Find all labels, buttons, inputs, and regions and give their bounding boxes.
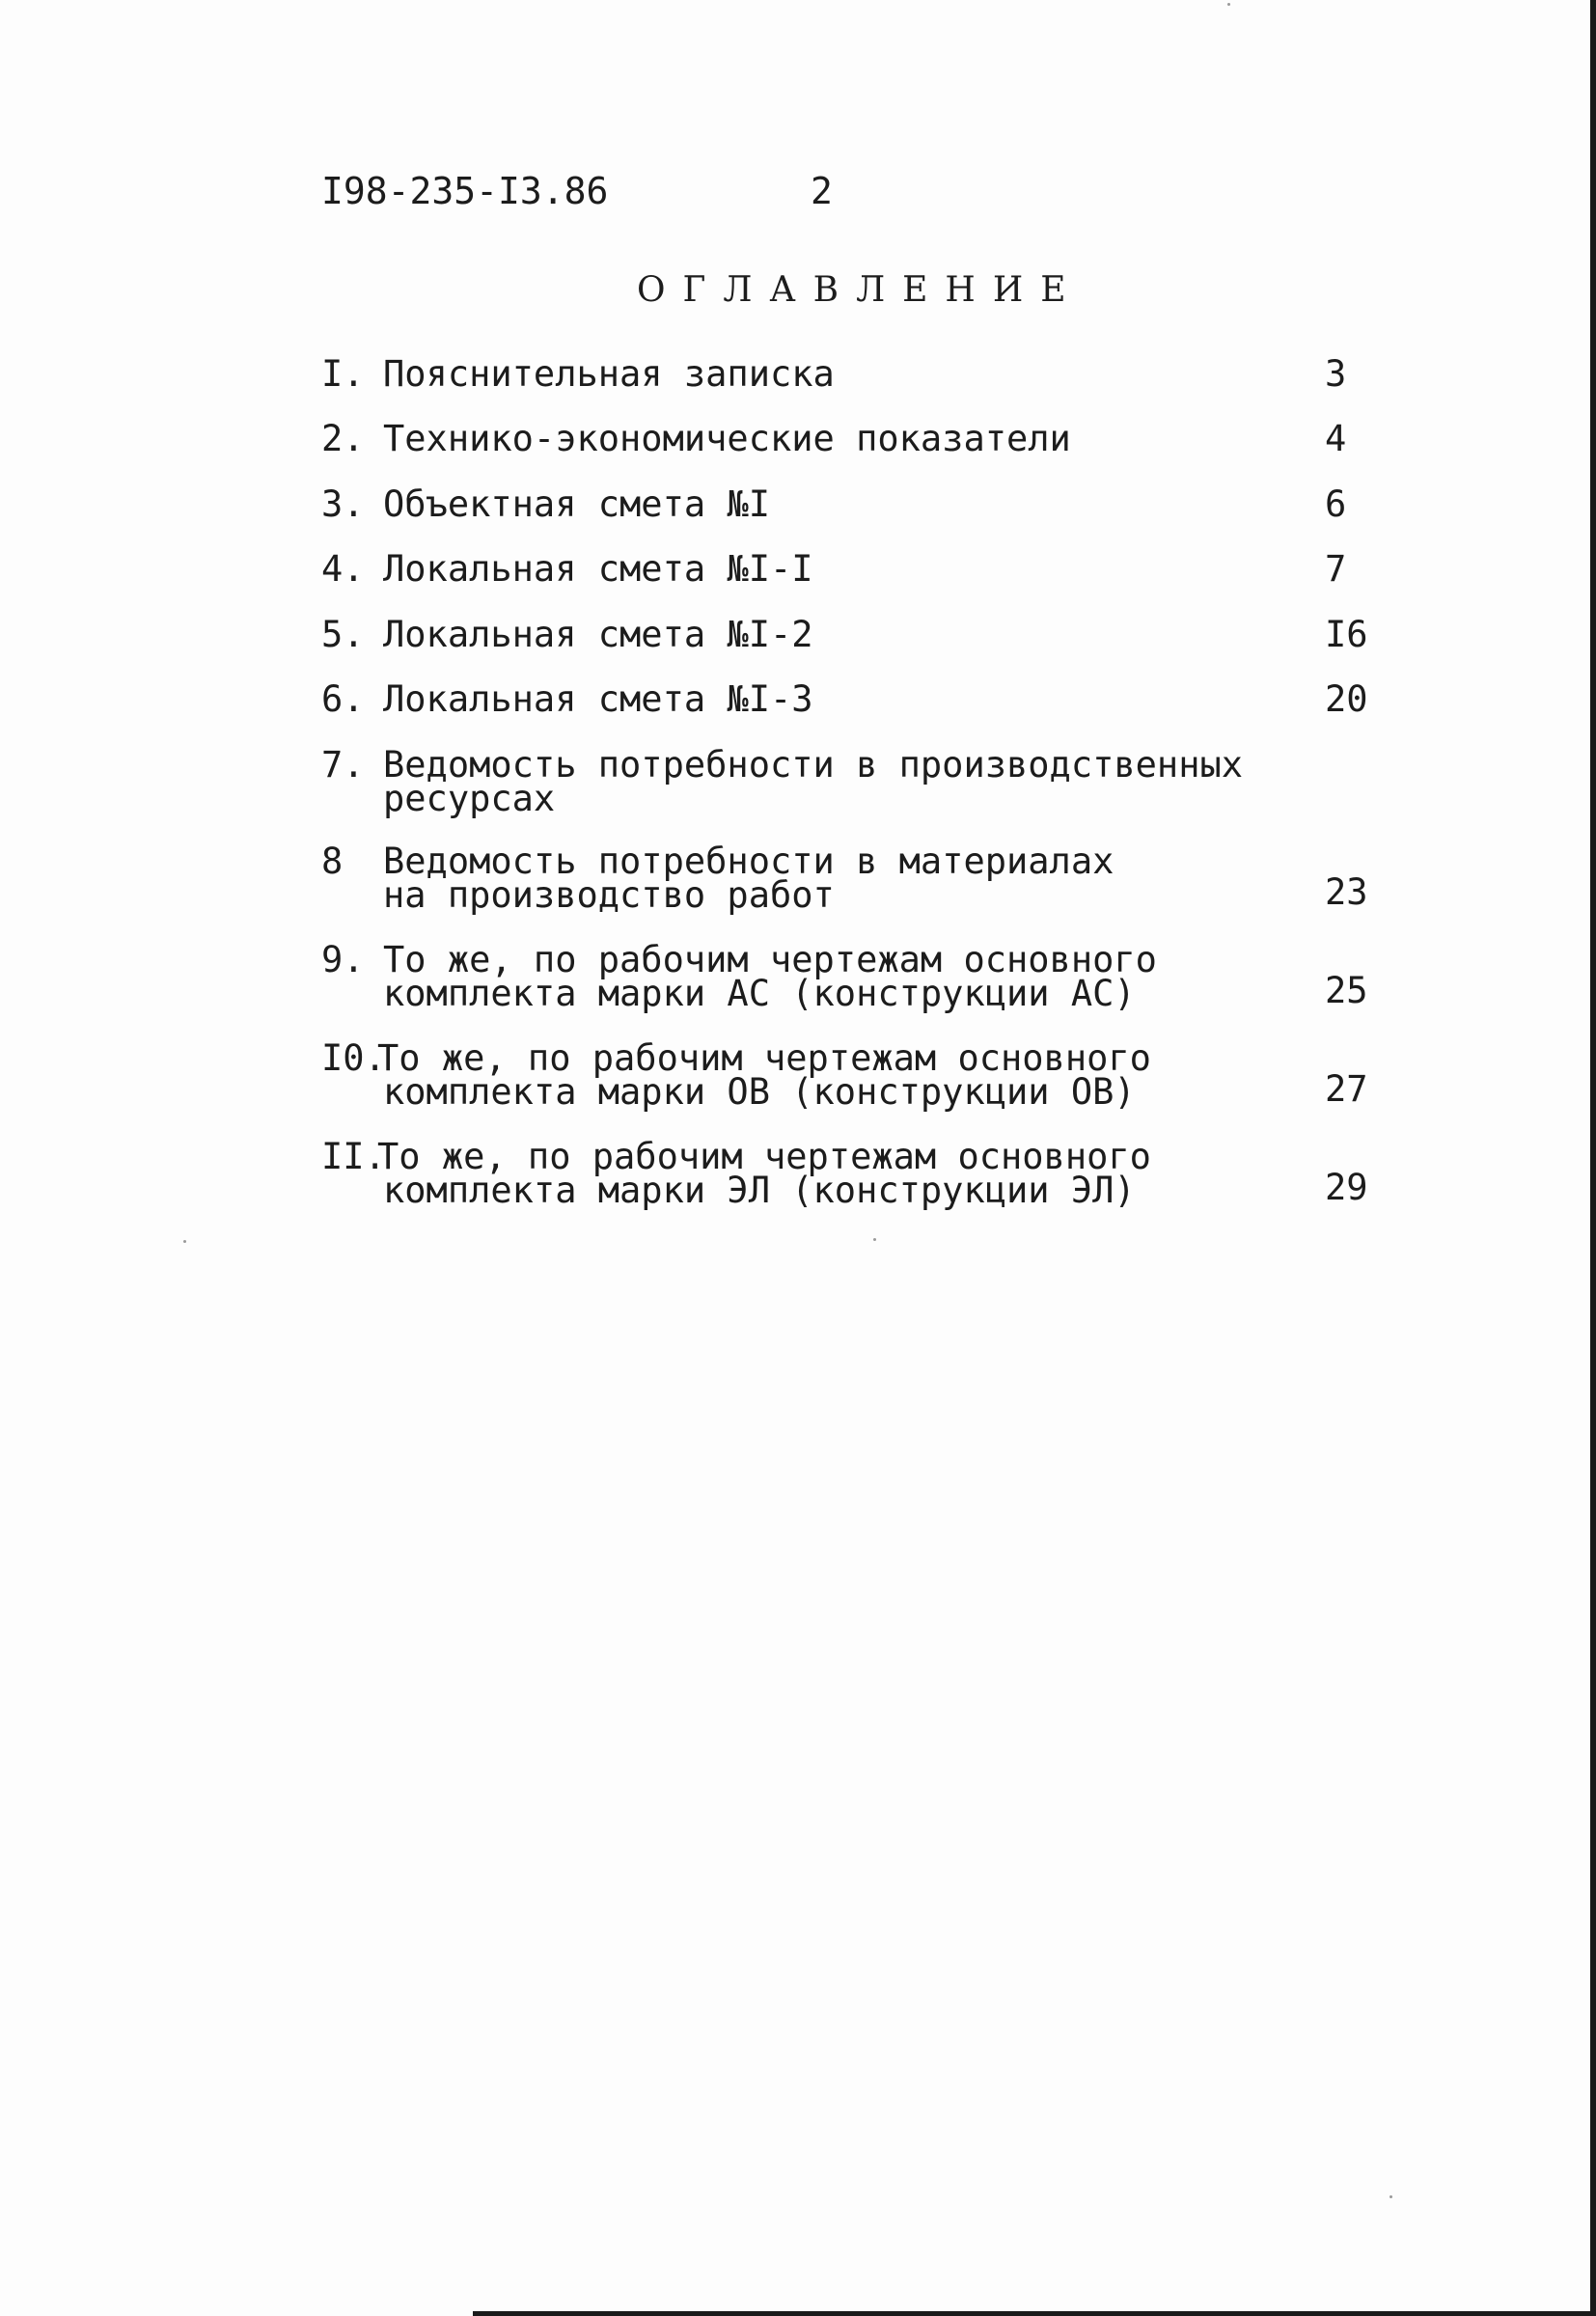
toc-entry-text: Объектная смета №I <box>383 483 770 525</box>
scan-edge-right <box>1590 0 1596 2316</box>
scan-speck <box>873 1238 876 1241</box>
scan-edge-bottom <box>473 2311 1596 2316</box>
document-code: I98-235-I3.86 <box>321 170 609 212</box>
scan-speck <box>1227 3 1230 6</box>
toc-entry-number: 9. <box>321 939 365 980</box>
toc-entry-page: 4 <box>1325 418 1347 459</box>
toc-entry-page: I6 <box>1325 614 1368 655</box>
toc-entry-number: II. <box>321 1136 386 1177</box>
toc-entry-text: То же, по рабочим чертежам основного комплекта марки ОВ (конструкции ОВ) <box>377 1037 1151 1113</box>
toc-entry-number: I0. <box>321 1037 386 1079</box>
toc-entry-page: 7 <box>1325 548 1347 590</box>
toc-entry-text: Пояснительная записка <box>383 353 835 395</box>
toc-entry-page: 3 <box>1325 353 1347 395</box>
scan-speck <box>1390 2195 1392 2198</box>
toc-entry-number: 7. <box>321 744 365 786</box>
toc-entry-page: 6 <box>1325 483 1347 525</box>
toc-entry-number: 6. <box>321 678 365 720</box>
toc-entry-number: I. <box>321 353 365 395</box>
toc-entry-page: 20 <box>1325 678 1368 720</box>
page-number: 2 <box>811 170 833 212</box>
toc-entry-page: 27 <box>1325 1068 1368 1110</box>
toc-entry-page: 29 <box>1325 1167 1368 1208</box>
toc-entry-text: То же, по рабочим чертежам основного комплекта марки ЭЛ (конструкции ЭЛ) <box>377 1136 1151 1211</box>
toc-entry-text: Технико-экономические показатели <box>383 418 1071 459</box>
toc-entry-text: Локальная смета №I-3 <box>383 678 813 720</box>
toc-entry-text: Локальная смета №I-2 <box>383 614 813 655</box>
toc-entry-text: То же, по рабочим чертежам основного комплекта марки АС (конструкции АС) <box>383 939 1157 1014</box>
toc-entry-number: 8 <box>321 841 344 882</box>
toc-title: ОГЛАВЛЕНИЕ <box>637 270 1084 310</box>
toc-entry-number: 5. <box>321 614 365 655</box>
toc-entry-page: 25 <box>1325 970 1368 1011</box>
toc-entry-text: Локальная смета №I-I <box>383 548 813 590</box>
toc-entry-text: Ведомость потребности в производственных ресурсах <box>383 744 1244 819</box>
toc-entry-page: 23 <box>1325 871 1368 913</box>
toc-entry-text: Ведомость потребности в материалах на производство работ <box>383 841 1114 916</box>
toc-entry-number: 3. <box>321 483 365 525</box>
scan-speck <box>183 1240 186 1243</box>
toc-entry-number: 2. <box>321 418 365 459</box>
toc-entry-number: 4. <box>321 548 365 590</box>
